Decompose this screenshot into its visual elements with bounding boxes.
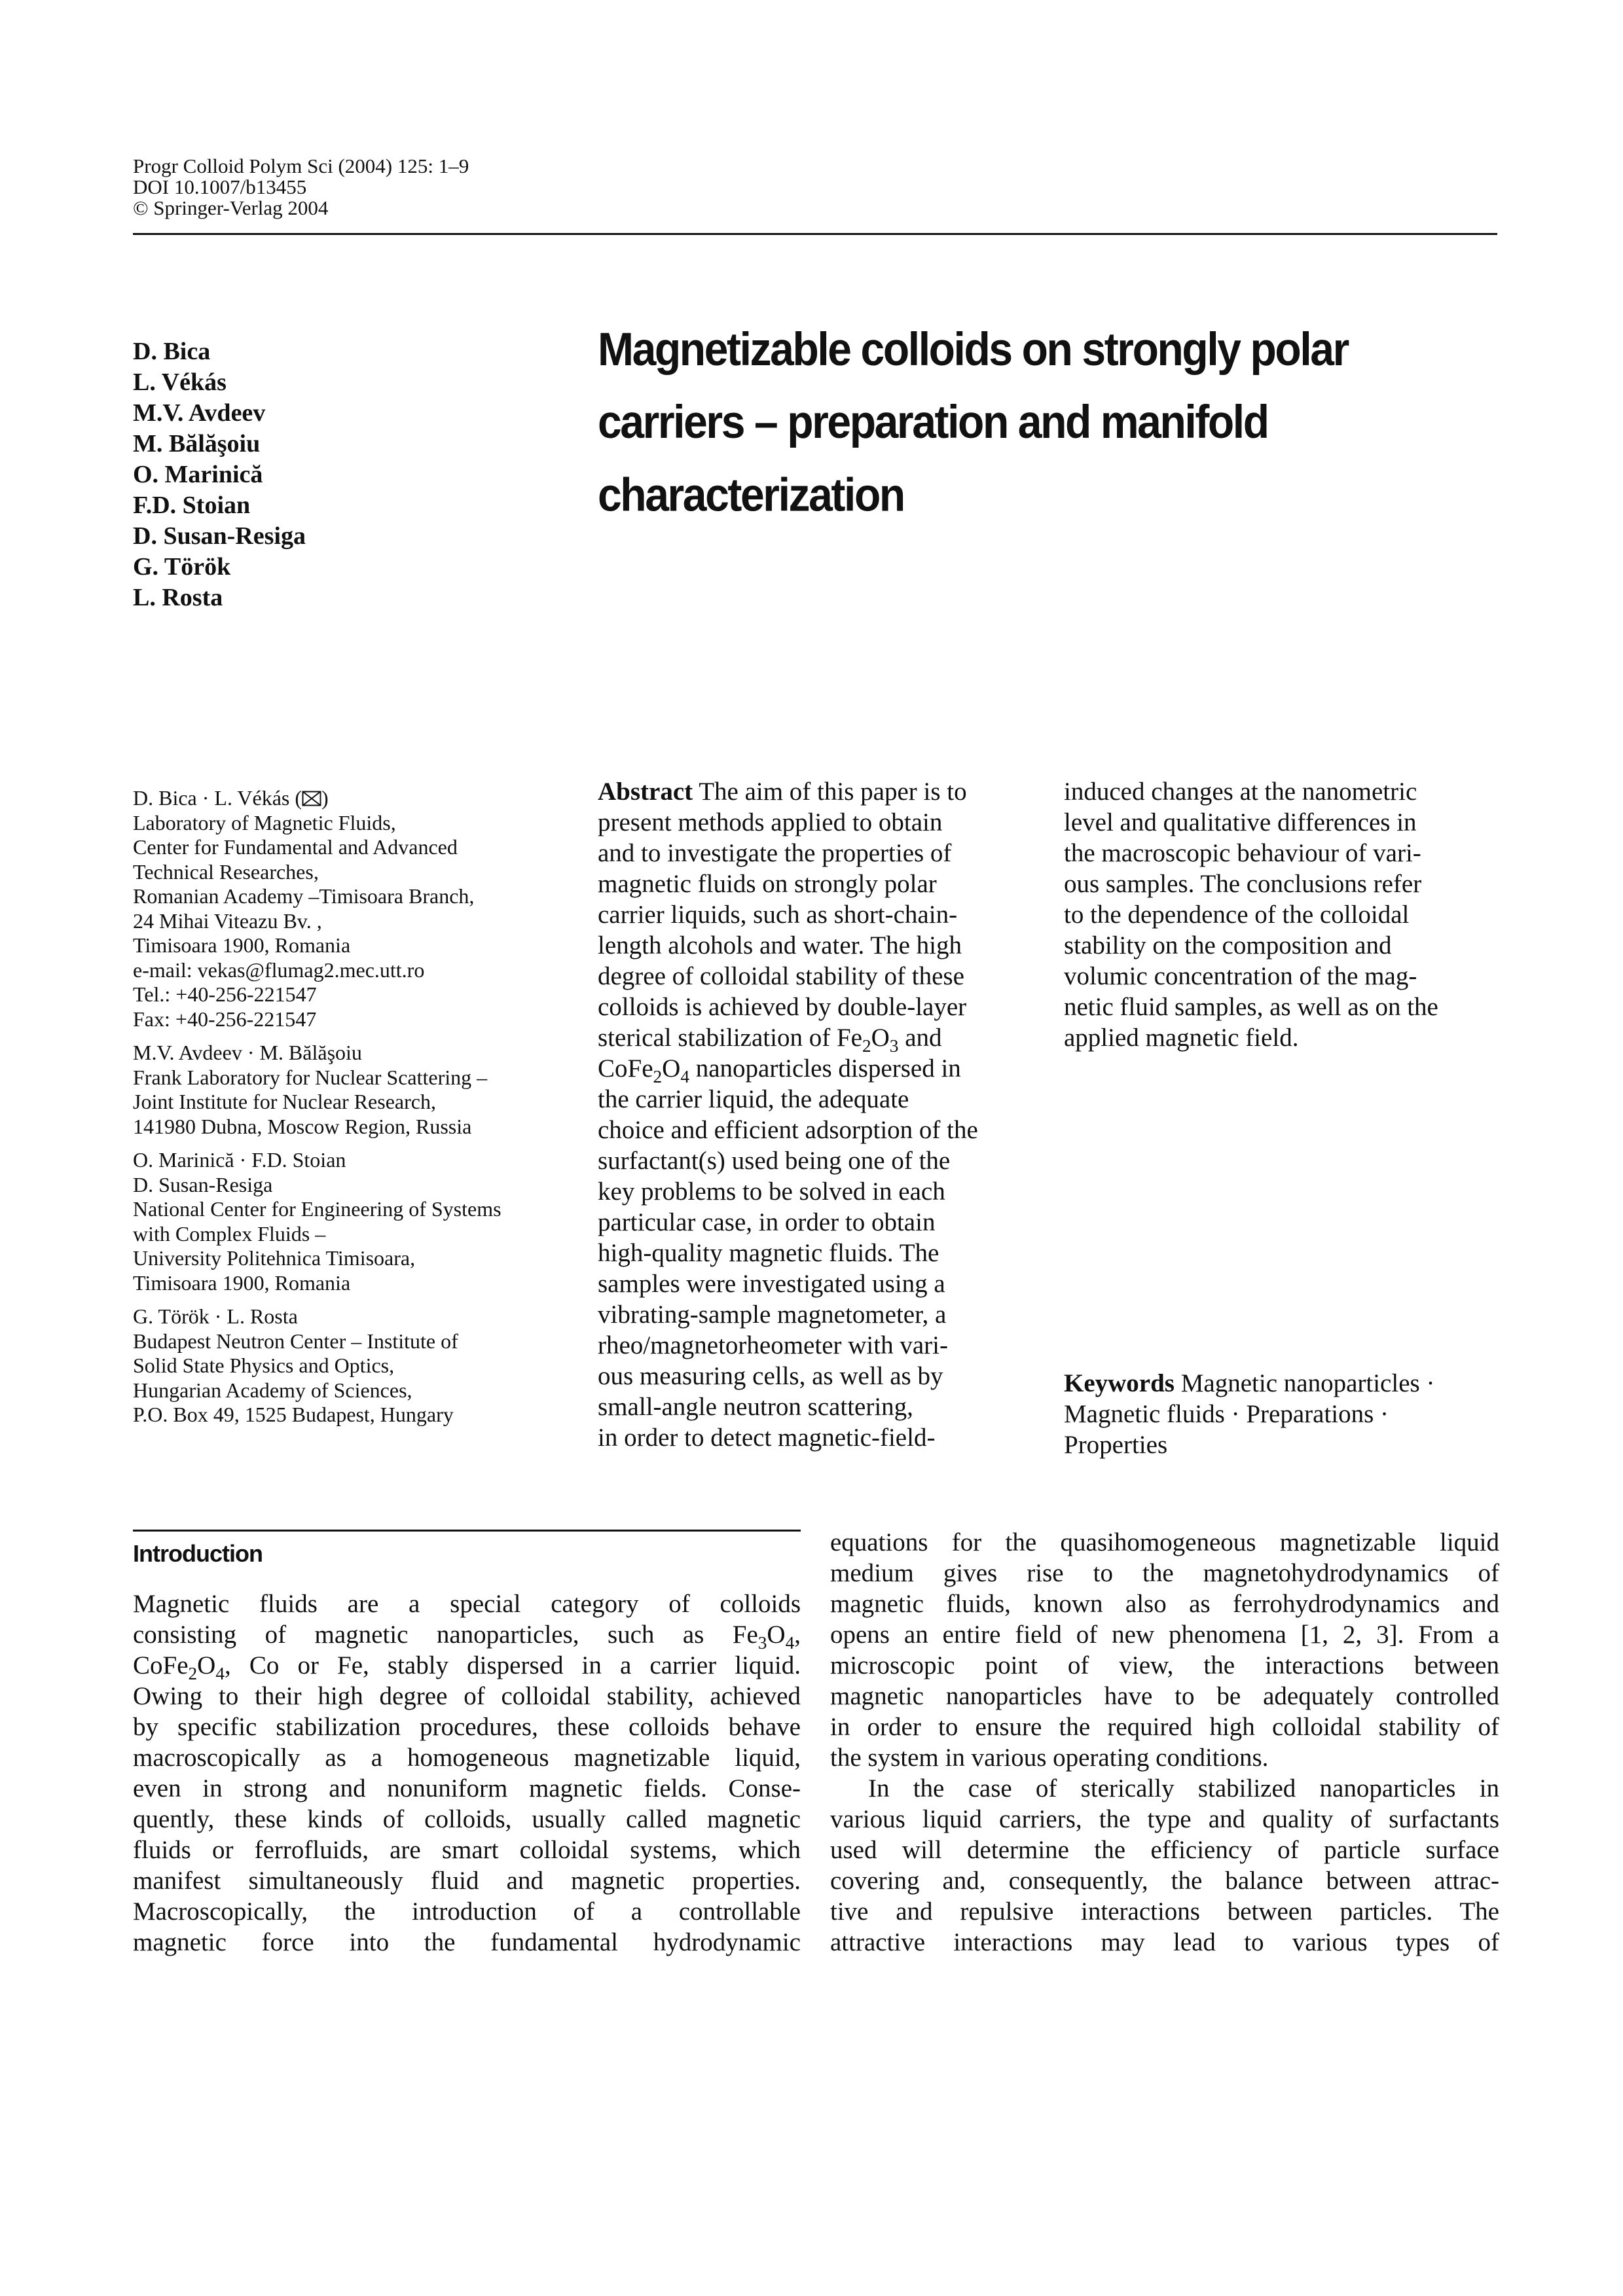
body-line: $CoFe_2O_4$, Co or Fe, stably dispersed in a carrier liquid. [133,1651,801,1681]
abstract-line: vibrating-sample magnetometer, a [598,1300,947,1329]
abstract-line: carrier liquids, such as short-chain- [598,901,958,929]
abstract-line: magnetic fluids on strongly polar [598,870,937,898]
doi: DOI 10.1007/b13455 [133,175,307,198]
keywords-line: Keywords Magnetic nanoparticles · [1064,1369,1435,1397]
affiliation-line: National Center for Engineering of Systems [133,1197,501,1221]
affiliations [133,786,552,1437]
keywords-label: Keywords [1064,1369,1175,1397]
affiliation-line: Frank Laboratory for Nuclear Scattering – [133,1065,488,1089]
body-line: fluids or ferrofluids, are smart colloidal systems, which [133,1836,801,1864]
body-line: by specific stabilization procedures, these colloids behave [133,1713,801,1741]
envelope-icon [302,791,321,806]
abstract-line: colloids is achieved by double-layer [598,993,967,1021]
body-line: In the case of sterically stabilized nanoparticles in [868,1774,1499,1803]
abstract-line: the macroscopic behaviour of vari- [1064,839,1421,867]
abstract-column-2 [1064,776,1509,1053]
abstract-line: stability on the composition and [1064,931,1392,960]
affiliation-line: 141980 Dubna, Moscow Region, Russia [133,1114,472,1138]
body-line: tive and repulsive interactions between particles. The [830,1897,1499,1926]
fax: Fax: +40-256-221547 [133,1007,317,1031]
abstract-line: level and qualitative differences in [1064,808,1417,836]
author: L. Rosta [133,584,223,611]
abstract-line: and to investigate the properties of [598,839,952,867]
abstract-line: volumic concentration of the mag- [1064,962,1417,990]
phone: Tel.: +40-256-221547 [133,982,317,1006]
abstract-line: $CoFe_2O_4$ nanoparticles dispersed in [598,1054,961,1086]
author-list [133,336,306,613]
body-line: macroscopically as a homogeneous magnetizable liquid, [133,1744,801,1772]
body-line: medium gives rise to the magnetohydrodynamics of [830,1559,1499,1587]
abstract-line: Abstract The aim of this paper is to [598,778,967,806]
section-rule [133,1530,801,1532]
abstract-line: surfactant(s) used being one of the [598,1147,951,1175]
abstract-line: degree of colloidal stability of these [598,962,964,990]
introduction-right-column [830,1527,1499,1958]
affiliation-names: G. Török · L. Rosta [133,1304,298,1328]
body-line: Macroscopically, the introduction of a controllable [133,1897,801,1926]
article-title [598,313,1527,531]
abstract-label: Abstract [598,778,693,806]
title-line: Magnetizable colloids on strongly polar [598,323,1348,376]
email: e-mail: vekas@flumag2.mec.utt.ro [133,958,425,982]
abstract-line: choice and efficient adsorption of the [598,1116,978,1144]
copyright: © Springer-Verlag 2004 [133,196,329,219]
introduction-left-column [133,1588,801,1958]
affiliation-line: Solid State Physics and Optics, [133,1354,395,1377]
affiliation-line: Timisoara 1900, Romania [133,1270,351,1295]
body-line: covering and, consequently, the balance between attrac- [830,1867,1499,1895]
affiliation-line: with Complex Fluids – [133,1221,326,1246]
body-line: used will determine the efficiency of particle surface [830,1836,1499,1864]
body-line: the system in various operating conditions. [830,1744,1269,1772]
affiliation-line: Technical Researches, [133,859,319,884]
body-line: attractive interactions may lead to various types of [830,1928,1499,1956]
affiliation-line: Budapest Neutron Center – Institute of [133,1329,458,1353]
keywords-line: Properties [1064,1431,1168,1459]
affiliation-names: D. Bica · L. Vékás ( ) [133,786,329,810]
abstract-line: sterical stabilization of $Fe_2O_3$ and [598,1024,942,1056]
body-line: manifest simultaneously fluid and magnetic properties. [133,1867,801,1895]
author: D. Susan-Resiga [133,522,306,550]
affiliation-line: Romanian Academy –Timisoara Branch, [133,884,475,908]
abstract-line: high-quality magnetic fluids. The [598,1239,939,1267]
affiliation-line: D. Susan-Resiga [133,1172,273,1196]
affiliation-names: M.V. Avdeev · M. Bălăşoiu [133,1041,362,1064]
abstract-column-1 [598,776,1043,1453]
abstract-line: samples were investigated using a [598,1270,945,1298]
author: M.V. Avdeev [133,399,266,427]
author: L. Vékás [133,368,227,396]
affiliation-block [133,786,552,1031]
body-line: opens an entire field of new phenomena [1, 2, 3]. From a [830,1621,1499,1649]
body-line: equations for the quasihomogeneous magnetizable liquid [830,1528,1499,1556]
body-line: magnetic force into the fundamental hydrodynamic [133,1928,801,1956]
journal-header [133,156,469,219]
body-line: Owing to their high degree of colloidal stability, achieved [133,1682,801,1710]
journal-citation: Progr Colloid Polym Sci (2004) 125: 1–9 [133,154,469,177]
abstract-line: rheo/magnetorheometer with vari- [598,1331,948,1359]
section-heading: Introduction [133,1540,263,1567]
affiliation-line: Hungarian Academy of Sciences, [133,1378,412,1402]
abstract-line: the carrier liquid, the adequate [598,1085,909,1113]
abstract-line: netic fluid samples, as well as on the [1064,993,1438,1021]
abstract-line: length alcohols and water. The high [598,931,962,960]
body-line: Magnetic fluids are a special category of colloids [133,1590,801,1618]
author: D. Bica [133,338,211,365]
abstract-line: induced changes at the nanometric [1064,778,1417,806]
affiliation-line: Joint Institute for Nuclear Research, [133,1090,436,1113]
affiliation-block [133,1148,552,1295]
affiliation-line: University Politehnica Timisoara, [133,1246,416,1270]
body-line: consisting of magnetic nanoparticles, such as $Fe_3O_4$, [133,1621,801,1650]
body-line: even in strong and nonuniform magnetic fields. Conse- [133,1774,801,1803]
affiliation-line: Center for Fundamental and Advanced [133,835,458,859]
keywords [1064,1368,1509,1460]
header-rule [133,233,1497,235]
affiliation-block [133,1304,552,1427]
abstract-line: ous samples. The conclusions refer [1064,870,1422,898]
abstract-line: in order to detect magnetic-field- [598,1424,936,1452]
author: O. Marinică [133,461,263,488]
abstract-line: particular case, in order to obtain [598,1208,936,1236]
abstract-line: present methods applied to obtain [598,808,943,836]
affiliation-line: 24 Mihai Viteazu Bv. , [133,908,322,933]
author: G. Török [133,553,231,581]
affiliation-block [133,1041,552,1139]
author: F.D. Stoian [133,492,251,519]
title-line: characterization [598,468,904,521]
affiliation-line: P.O. Box 49, 1525 Budapest, Hungary [133,1403,454,1426]
affiliation-names: O. Marinică · F.D. Stoian [133,1148,346,1172]
body-line: various liquid carriers, the type and quality of surfactants [830,1805,1499,1833]
abstract-line: key problems to be solved in each [598,1177,945,1206]
body-line: quently, these kinds of colloids, usually called magnetic [133,1805,801,1833]
abstract-line: ous measuring cells, as well as by [598,1362,943,1390]
body-line: magnetic fluids, known also as ferrohydrodynamics and [830,1590,1499,1618]
affiliation-line: Laboratory of Magnetic Fluids, [133,810,396,834]
abstract-line: applied magnetic field. [1064,1024,1299,1052]
body-line: microscopic point of view, the interactions between [830,1651,1499,1679]
abstract-line: small-angle neutron scattering, [598,1393,913,1421]
affiliation-line: Timisoara 1900, Romania [133,933,351,957]
keywords-line: Magnetic fluids · Preparations · [1064,1400,1389,1428]
body-line: in order to ensure the required high colloidal stability of [830,1713,1499,1741]
title-line: carriers – preparation and manifold [598,395,1268,448]
body-line: magnetic nanoparticles have to be adequately controlled [830,1682,1499,1710]
author: M. Bălăşoiu [133,430,261,457]
abstract-line: to the dependence of the colloidal [1064,901,1410,929]
